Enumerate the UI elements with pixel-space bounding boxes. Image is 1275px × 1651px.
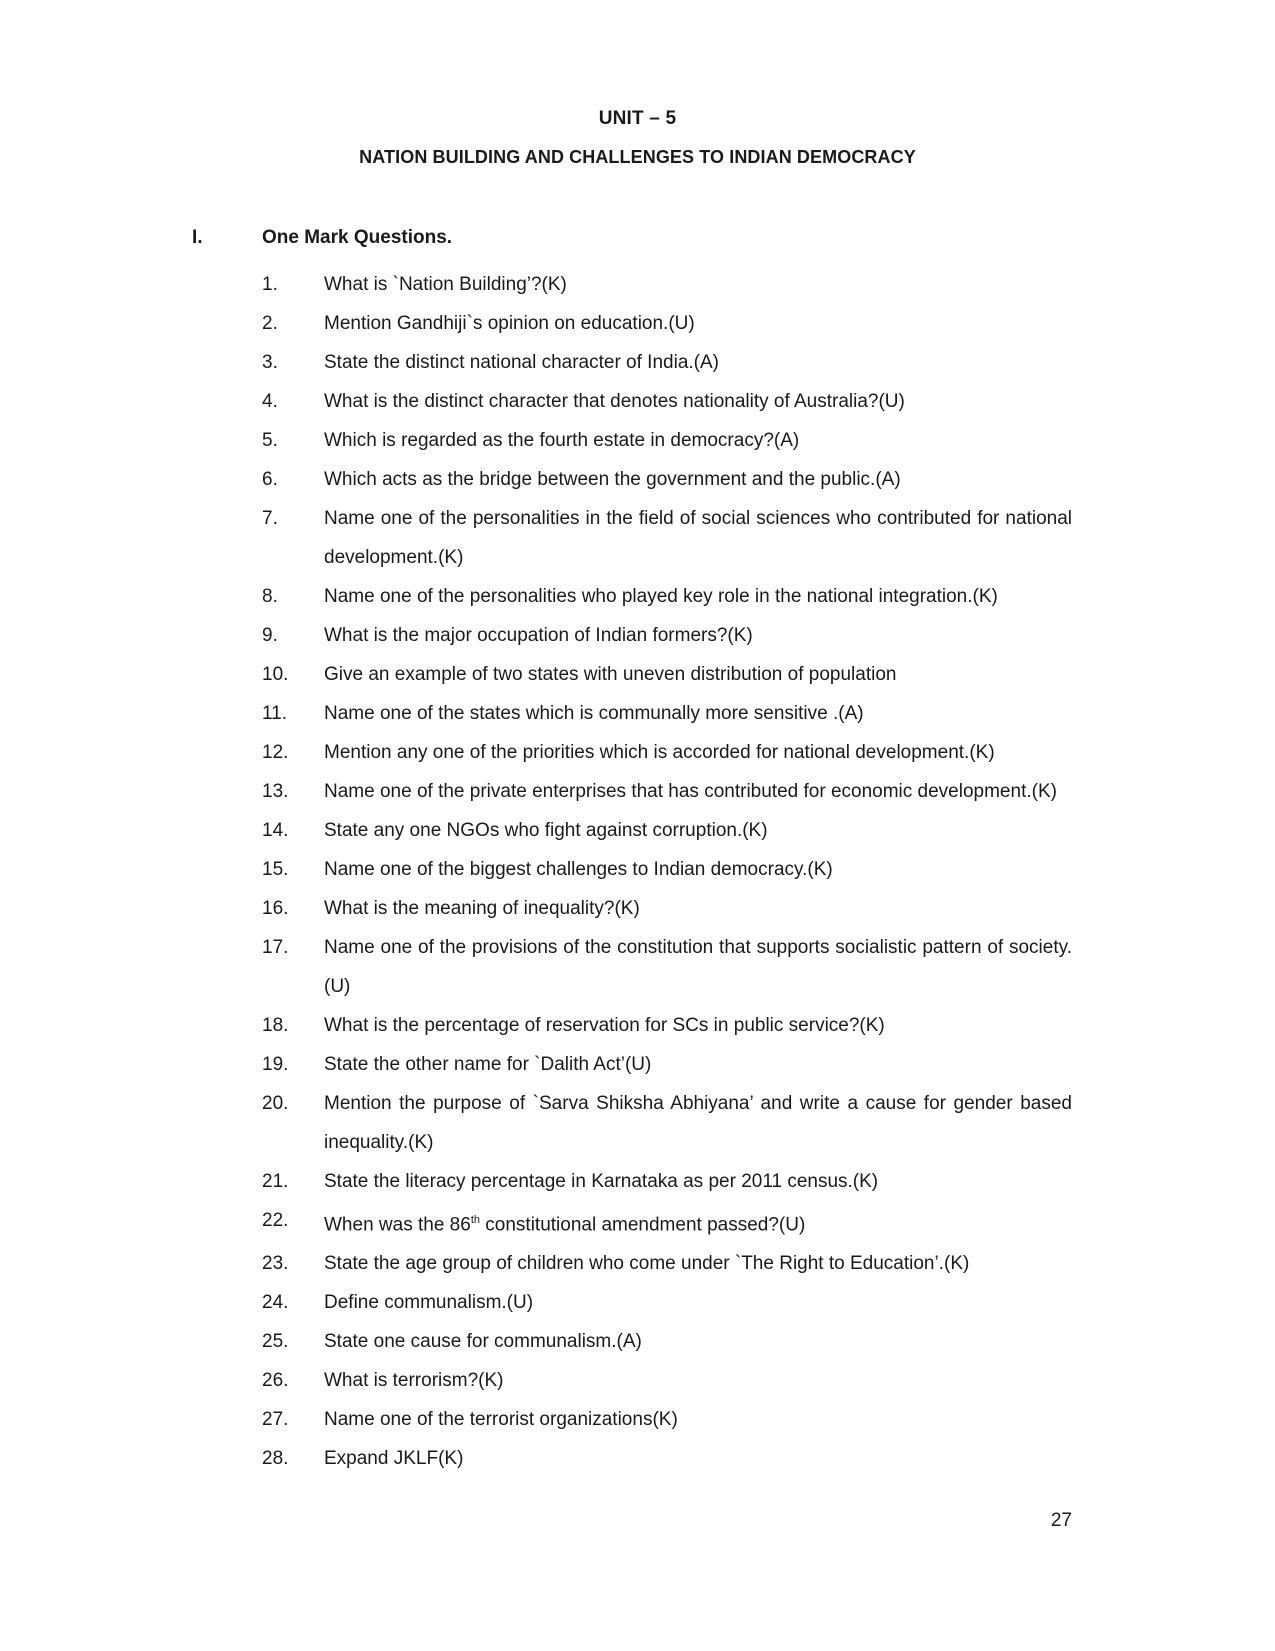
question-number: 6. (262, 469, 278, 490)
question-text: Which is regarded as the fourth estate in democracy?(A) (324, 430, 800, 451)
question-item (262, 1400, 1072, 1439)
question-number: 24. (262, 1292, 289, 1314)
question-item (262, 1045, 1072, 1084)
question-item (262, 1244, 1072, 1283)
question-number: 11. (262, 703, 288, 724)
question-number: 5. (262, 430, 278, 451)
question-number: 16. (262, 898, 289, 919)
question-item (262, 694, 1072, 733)
question-item (262, 655, 1072, 694)
question-item (262, 1201, 1072, 1244)
question-list (262, 265, 1072, 1478)
question-text: State the distinct national character of India.(A) (324, 352, 719, 373)
question-number: 22. (262, 1210, 289, 1231)
question-item (262, 304, 1072, 343)
question-number: 14. (262, 820, 289, 841)
question-item (262, 343, 1072, 382)
question-text: What is terrorism?(K) (324, 1370, 504, 1392)
question-number: 26. (262, 1370, 289, 1392)
question-number: 10. (262, 664, 289, 685)
question-text: Name one of the private enterprises that has contributed for economic development.(K) (324, 781, 1057, 802)
question-item (262, 811, 1072, 850)
question-item (262, 1006, 1072, 1045)
section-number: I. (192, 227, 203, 248)
question-item (262, 460, 1072, 499)
question-item (262, 577, 1072, 616)
question-text: Name one of the personalities who played key role in the national integration.(K) (324, 586, 998, 607)
question-text: Name one of the biggest challenges to Indian democracy.(K) (324, 859, 833, 880)
question-text-part: When was the 86 (324, 1214, 471, 1236)
question-text: Name one of the provisions of the constitution that supports socialistic pattern of society.(U) (324, 937, 1072, 997)
question-text: Which acts as the bridge between the government and the public.(A) (324, 469, 901, 490)
question-text-part: constitutional amendment passed?(U) (480, 1214, 806, 1236)
question-text: State one cause for communalism.(A) (324, 1331, 642, 1353)
page-number: 27 (1050, 1510, 1072, 1531)
question-item (262, 1162, 1072, 1201)
question-number: 12. (262, 742, 289, 763)
section-title: One Mark Questions. (262, 227, 453, 248)
question-number: 13. (262, 781, 289, 802)
question-text: Name one of the states which is communally more sensitive .(A) (324, 703, 864, 724)
question-number: 18. (262, 1015, 289, 1036)
question-item (262, 850, 1072, 889)
question-text: Name one of the personalities in the field of social sciences who contributed for national development.(K) (324, 508, 1072, 568)
question-text: State any one NGOs who fight against corruption.(K) (324, 820, 768, 841)
question-number: 1. (262, 274, 278, 295)
question-item (262, 1439, 1072, 1478)
question-number: 7. (262, 508, 278, 529)
question-item (262, 1283, 1072, 1322)
question-text (324, 1201, 1072, 1244)
question-number: 8. (262, 586, 278, 607)
question-text: What is the meaning of inequality?(K) (324, 898, 640, 919)
question-number: 17. (262, 937, 289, 958)
question-item (262, 889, 1072, 928)
question-item (262, 382, 1072, 421)
question-text: What is the percentage of reservation for SCs in public service?(K) (324, 1015, 885, 1036)
question-text: What is the major occupation of Indian formers?(K) (324, 625, 753, 646)
question-text: Define communalism.(U) (324, 1292, 534, 1314)
question-item (262, 499, 1072, 577)
question-number: 28. (262, 1448, 289, 1470)
question-item (262, 1322, 1072, 1361)
superscript: th (470, 1214, 480, 1226)
question-text: State the other name for `Dalith Act’(U) (324, 1054, 652, 1075)
question-item (262, 772, 1072, 811)
question-item (262, 265, 1072, 304)
question-item (262, 1084, 1072, 1162)
question-text: Mention any one of the priorities which is accorded for national development.(K) (324, 742, 995, 763)
question-item (262, 1361, 1072, 1400)
question-number: 20. (262, 1093, 289, 1114)
question-item (262, 421, 1072, 460)
question-item (262, 928, 1072, 1006)
chapter-title: NATION BUILDING AND CHALLENGES TO INDIAN DEMOCRACY (359, 147, 916, 167)
question-text: Name one of the terrorist organizations(K) (324, 1409, 678, 1431)
question-number: 15. (262, 859, 289, 880)
question-text: State the literacy percentage in Karnataka as per 2011 census.(K) (324, 1171, 879, 1192)
question-number: 9. (262, 625, 278, 646)
unit-title: UNIT – 5 (598, 108, 677, 129)
question-item (262, 733, 1072, 772)
question-number: 27. (262, 1409, 289, 1431)
question-item (262, 616, 1072, 655)
question-text: Give an example of two states with uneven distribution of population (324, 664, 897, 685)
question-number: 2. (262, 313, 278, 334)
question-number: 21. (262, 1171, 289, 1192)
question-text: State the age group of children who come under `The Right to Education’.(K) (324, 1253, 970, 1275)
question-number: 3. (262, 352, 278, 373)
question-text: Mention the purpose of `Sarva Shiksha Abhiyana’ and write a cause for gender based inequality.(K) (324, 1093, 1072, 1153)
question-number: 4. (262, 391, 278, 412)
question-text: What is the distinct character that denotes nationality of Australia?(U) (324, 391, 905, 412)
question-number: 19. (262, 1054, 289, 1075)
question-number: 23. (262, 1253, 289, 1275)
question-text: Expand JKLF(K) (324, 1448, 464, 1470)
question-text: Mention Gandhiji`s opinion on education.(U) (324, 313, 695, 334)
question-text: What is `Nation Building’?(K) (324, 274, 567, 295)
question-number: 25. (262, 1331, 289, 1353)
